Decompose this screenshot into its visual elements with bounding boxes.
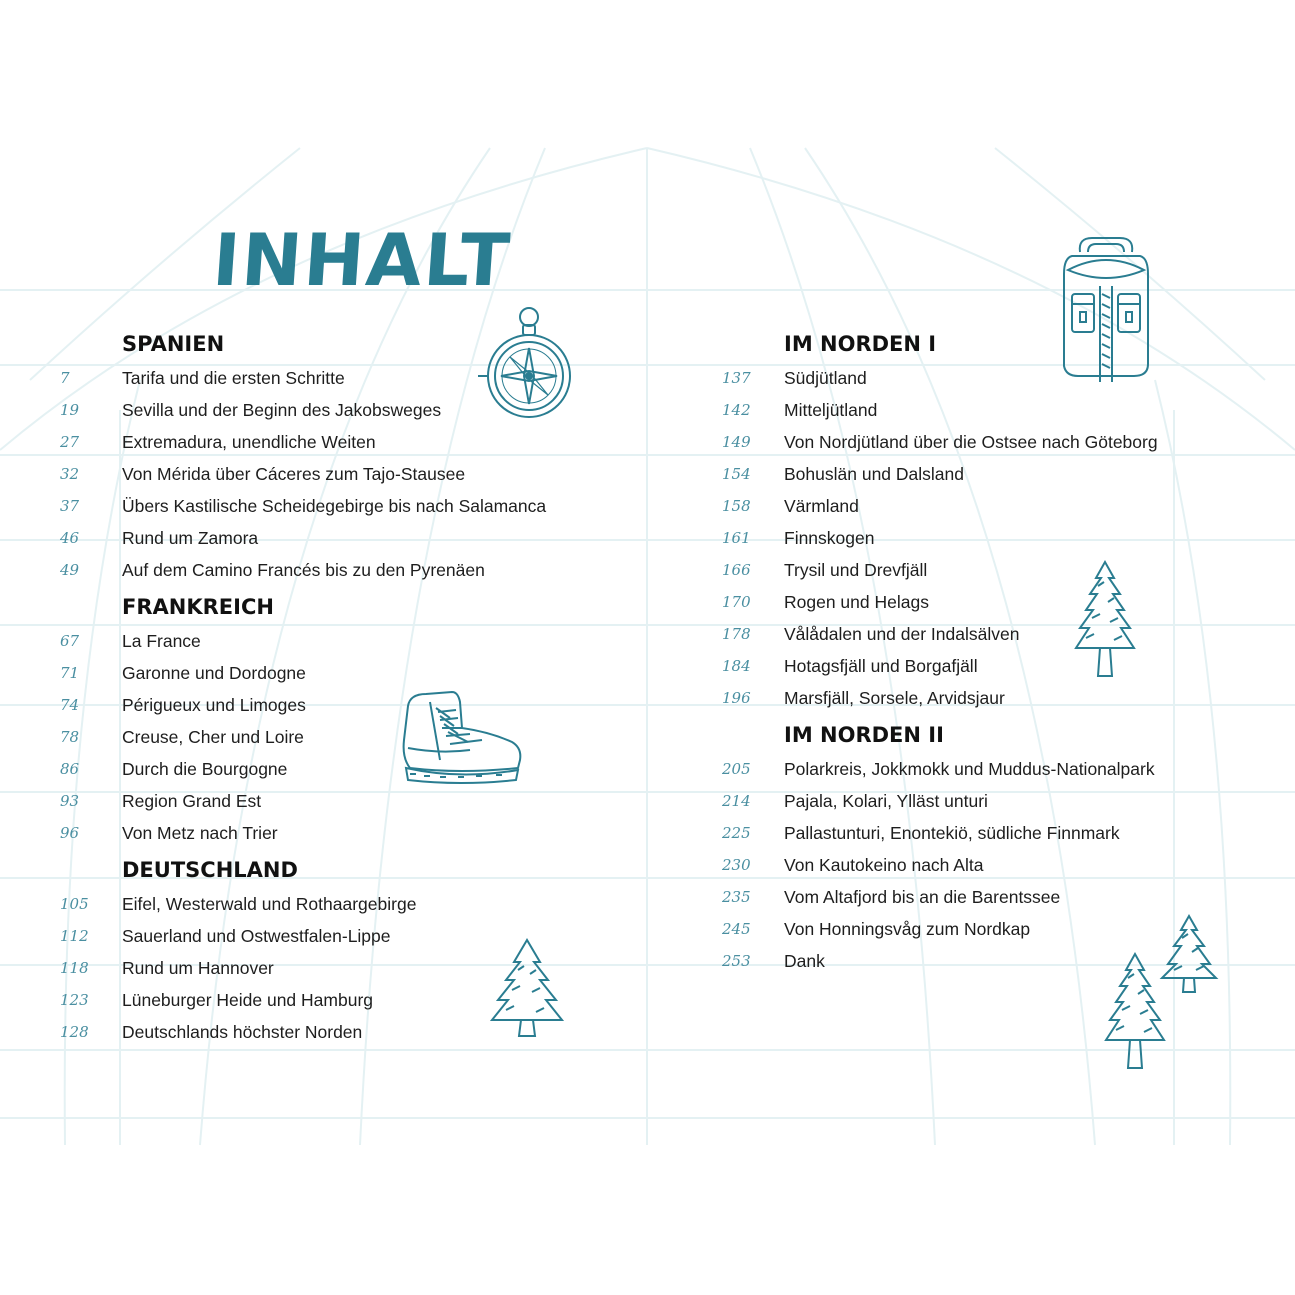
page-number: 46: [60, 529, 80, 547]
toc-entry[interactable]: [722, 785, 1242, 817]
chapter-title: Vom Altafjord bis an die Barentssee: [784, 887, 1061, 907]
toc-entry[interactable]: [722, 394, 1242, 426]
chapter-title: Périgueux und Limoges: [122, 695, 306, 715]
chapter-title: Rund um Hannover: [122, 958, 274, 978]
chapter-title: Von Metz nach Trier: [122, 823, 278, 843]
page-number: 154: [722, 465, 751, 483]
section-heading: FRANKREICH: [122, 595, 274, 619]
page-number: 214: [722, 792, 751, 810]
page-number: 37: [60, 497, 80, 515]
page-number: 93: [60, 792, 80, 810]
hiking-boot-icon: [400, 688, 525, 788]
page-number: 235: [722, 888, 751, 906]
chapter-title: La France: [122, 631, 201, 651]
chapter-title: Rund um Zamora: [122, 528, 259, 548]
page-number: 96: [60, 824, 80, 842]
chapter-title: Auf dem Camino Francés bis zu den Pyrenäen: [122, 560, 485, 580]
toc-entry[interactable]: [722, 650, 1242, 682]
toc-entry[interactable]: [60, 785, 600, 817]
toc-entry[interactable]: [722, 554, 1242, 586]
chapter-title: Von Kautokeino nach Alta: [784, 855, 984, 875]
chapter-title: Region Grand Est: [122, 791, 262, 811]
chapter-title: Vålådalen und der Indalsälven: [784, 624, 1020, 644]
chapter-title: Lüneburger Heide und Hamburg: [122, 990, 373, 1010]
chapter-title: Mitteljütland: [784, 400, 878, 420]
chapter-title: Hotagsfjäll und Borgafjäll: [784, 656, 978, 676]
toc-entry[interactable]: [60, 888, 600, 920]
chapter-title: Bohuslän und Dalsland: [784, 464, 964, 484]
chapter-title: Finnskogen: [784, 528, 875, 548]
toc-entry[interactable]: [722, 362, 1242, 394]
page-number: 161: [722, 529, 751, 547]
page-number: 178: [722, 625, 751, 643]
fir-tree-icon: [1074, 558, 1136, 680]
fir-tree-icon: [1104, 950, 1166, 1072]
toc-entry[interactable]: [722, 490, 1242, 522]
page-number: 184: [722, 657, 751, 675]
page-number: 67: [60, 632, 80, 650]
toc-entry[interactable]: [60, 490, 600, 522]
page-number: 27: [60, 433, 80, 451]
chapter-title: Von Honningsvåg zum Nordkap: [784, 919, 1031, 939]
page-number: 225: [722, 824, 751, 842]
toc-section-im-norden-1: [722, 327, 1242, 714]
toc-entry[interactable]: [60, 657, 600, 689]
page-number: 118: [60, 959, 89, 977]
toc-entry[interactable]: [722, 817, 1242, 849]
chapter-title: Tarifa und die ersten Schritte: [122, 368, 345, 388]
fir-tree-icon: [1158, 912, 1220, 994]
toc-entry[interactable]: [60, 522, 600, 554]
chapter-title: Von Mérida über Cáceres zum Tajo-Stausee: [122, 464, 466, 484]
page-number: 196: [722, 689, 751, 707]
section-heading: IM NORDEN II: [784, 723, 944, 747]
page-number: 149: [722, 433, 751, 451]
toc-entry[interactable]: [722, 849, 1242, 881]
page-number: 158: [722, 497, 751, 515]
toc-entry[interactable]: [60, 625, 600, 657]
page-number: 142: [722, 401, 751, 419]
page-number: 19: [60, 401, 80, 419]
toc-entry[interactable]: [722, 522, 1242, 554]
chapter-title: Von Nordjütland über die Ostsee nach Göteborg: [784, 432, 1158, 452]
chapter-title: Sevilla und der Beginn des Jakobsweges: [122, 400, 442, 420]
page-number: 86: [60, 760, 80, 778]
chapter-title: Südjütland: [784, 368, 867, 388]
page-number: 7: [60, 369, 70, 387]
chapter-title: Garonne und Dordogne: [122, 663, 306, 683]
chapter-title: Sauerland und Ostwestfalen-Lippe: [122, 926, 391, 946]
chapter-title: Trysil und Drevfjäll: [784, 560, 928, 580]
toc-entry[interactable]: [60, 426, 600, 458]
chapter-title: Eifel, Westerwald und Rothaargebirge: [122, 894, 417, 914]
chapter-title: Creuse, Cher und Loire: [122, 727, 304, 747]
chapter-title: Übers Kastilische Scheidegebirge bis nach Salamanca: [122, 496, 547, 516]
chapter-title: Durch die Bourgogne: [122, 759, 288, 779]
toc-entry[interactable]: [722, 458, 1242, 490]
page-number: 105: [60, 895, 89, 913]
toc-entry[interactable]: [722, 682, 1242, 714]
chapter-title: Rogen und Helags: [784, 592, 929, 612]
chapter-title: Extremadura, unendliche Weiten: [122, 432, 376, 452]
toc-entry[interactable]: [722, 881, 1242, 913]
toc-entry[interactable]: [722, 426, 1242, 458]
page-number: 253: [722, 952, 751, 970]
backpack-icon: [1060, 234, 1152, 386]
page-number: 78: [60, 728, 80, 746]
page-number: 112: [60, 927, 89, 945]
toc-entry[interactable]: [722, 618, 1242, 650]
page-number: 128: [60, 1023, 89, 1041]
page-number: 32: [60, 465, 80, 483]
chapter-title: Värmland: [784, 496, 859, 516]
compass-icon: [474, 303, 574, 418]
section-heading: DEUTSCHLAND: [122, 858, 298, 882]
toc-entry[interactable]: [722, 586, 1242, 618]
toc-entry[interactable]: [60, 817, 600, 849]
chapter-title: Pallastunturi, Enontekiö, südliche Finnmark: [784, 823, 1120, 843]
page-number: 49: [60, 561, 80, 579]
page-number: 245: [722, 920, 751, 938]
toc-entry[interactable]: [60, 458, 600, 490]
page-number: 230: [722, 856, 751, 874]
chapter-title: Polarkreis, Jokkmokk und Muddus-Nationalpark: [784, 759, 1155, 779]
page-number: 170: [722, 593, 751, 611]
chapter-title: Pajala, Kolari, Ylläst unturi: [784, 791, 988, 811]
toc-entry[interactable]: [722, 753, 1242, 785]
section-heading: SPANIEN: [122, 332, 225, 356]
page-number: 123: [60, 991, 89, 1009]
page-number: 166: [722, 561, 751, 579]
page-title: INHALT: [210, 218, 515, 302]
page-number: 205: [722, 760, 751, 778]
chapter-title: Dank: [784, 951, 825, 971]
toc-entry[interactable]: [60, 554, 600, 586]
section-heading: IM NORDEN I: [784, 332, 937, 356]
toc-right-column: [722, 327, 1242, 977]
page-number: 74: [60, 696, 80, 714]
page-number: 71: [60, 664, 80, 682]
chapter-title: Deutschlands höchster Norden: [122, 1022, 363, 1042]
fir-tree-icon: [488, 936, 566, 1040]
page-number: 137: [722, 369, 751, 387]
chapter-title: Marsfjäll, Sorsele, Arvidsjaur: [784, 688, 1005, 708]
